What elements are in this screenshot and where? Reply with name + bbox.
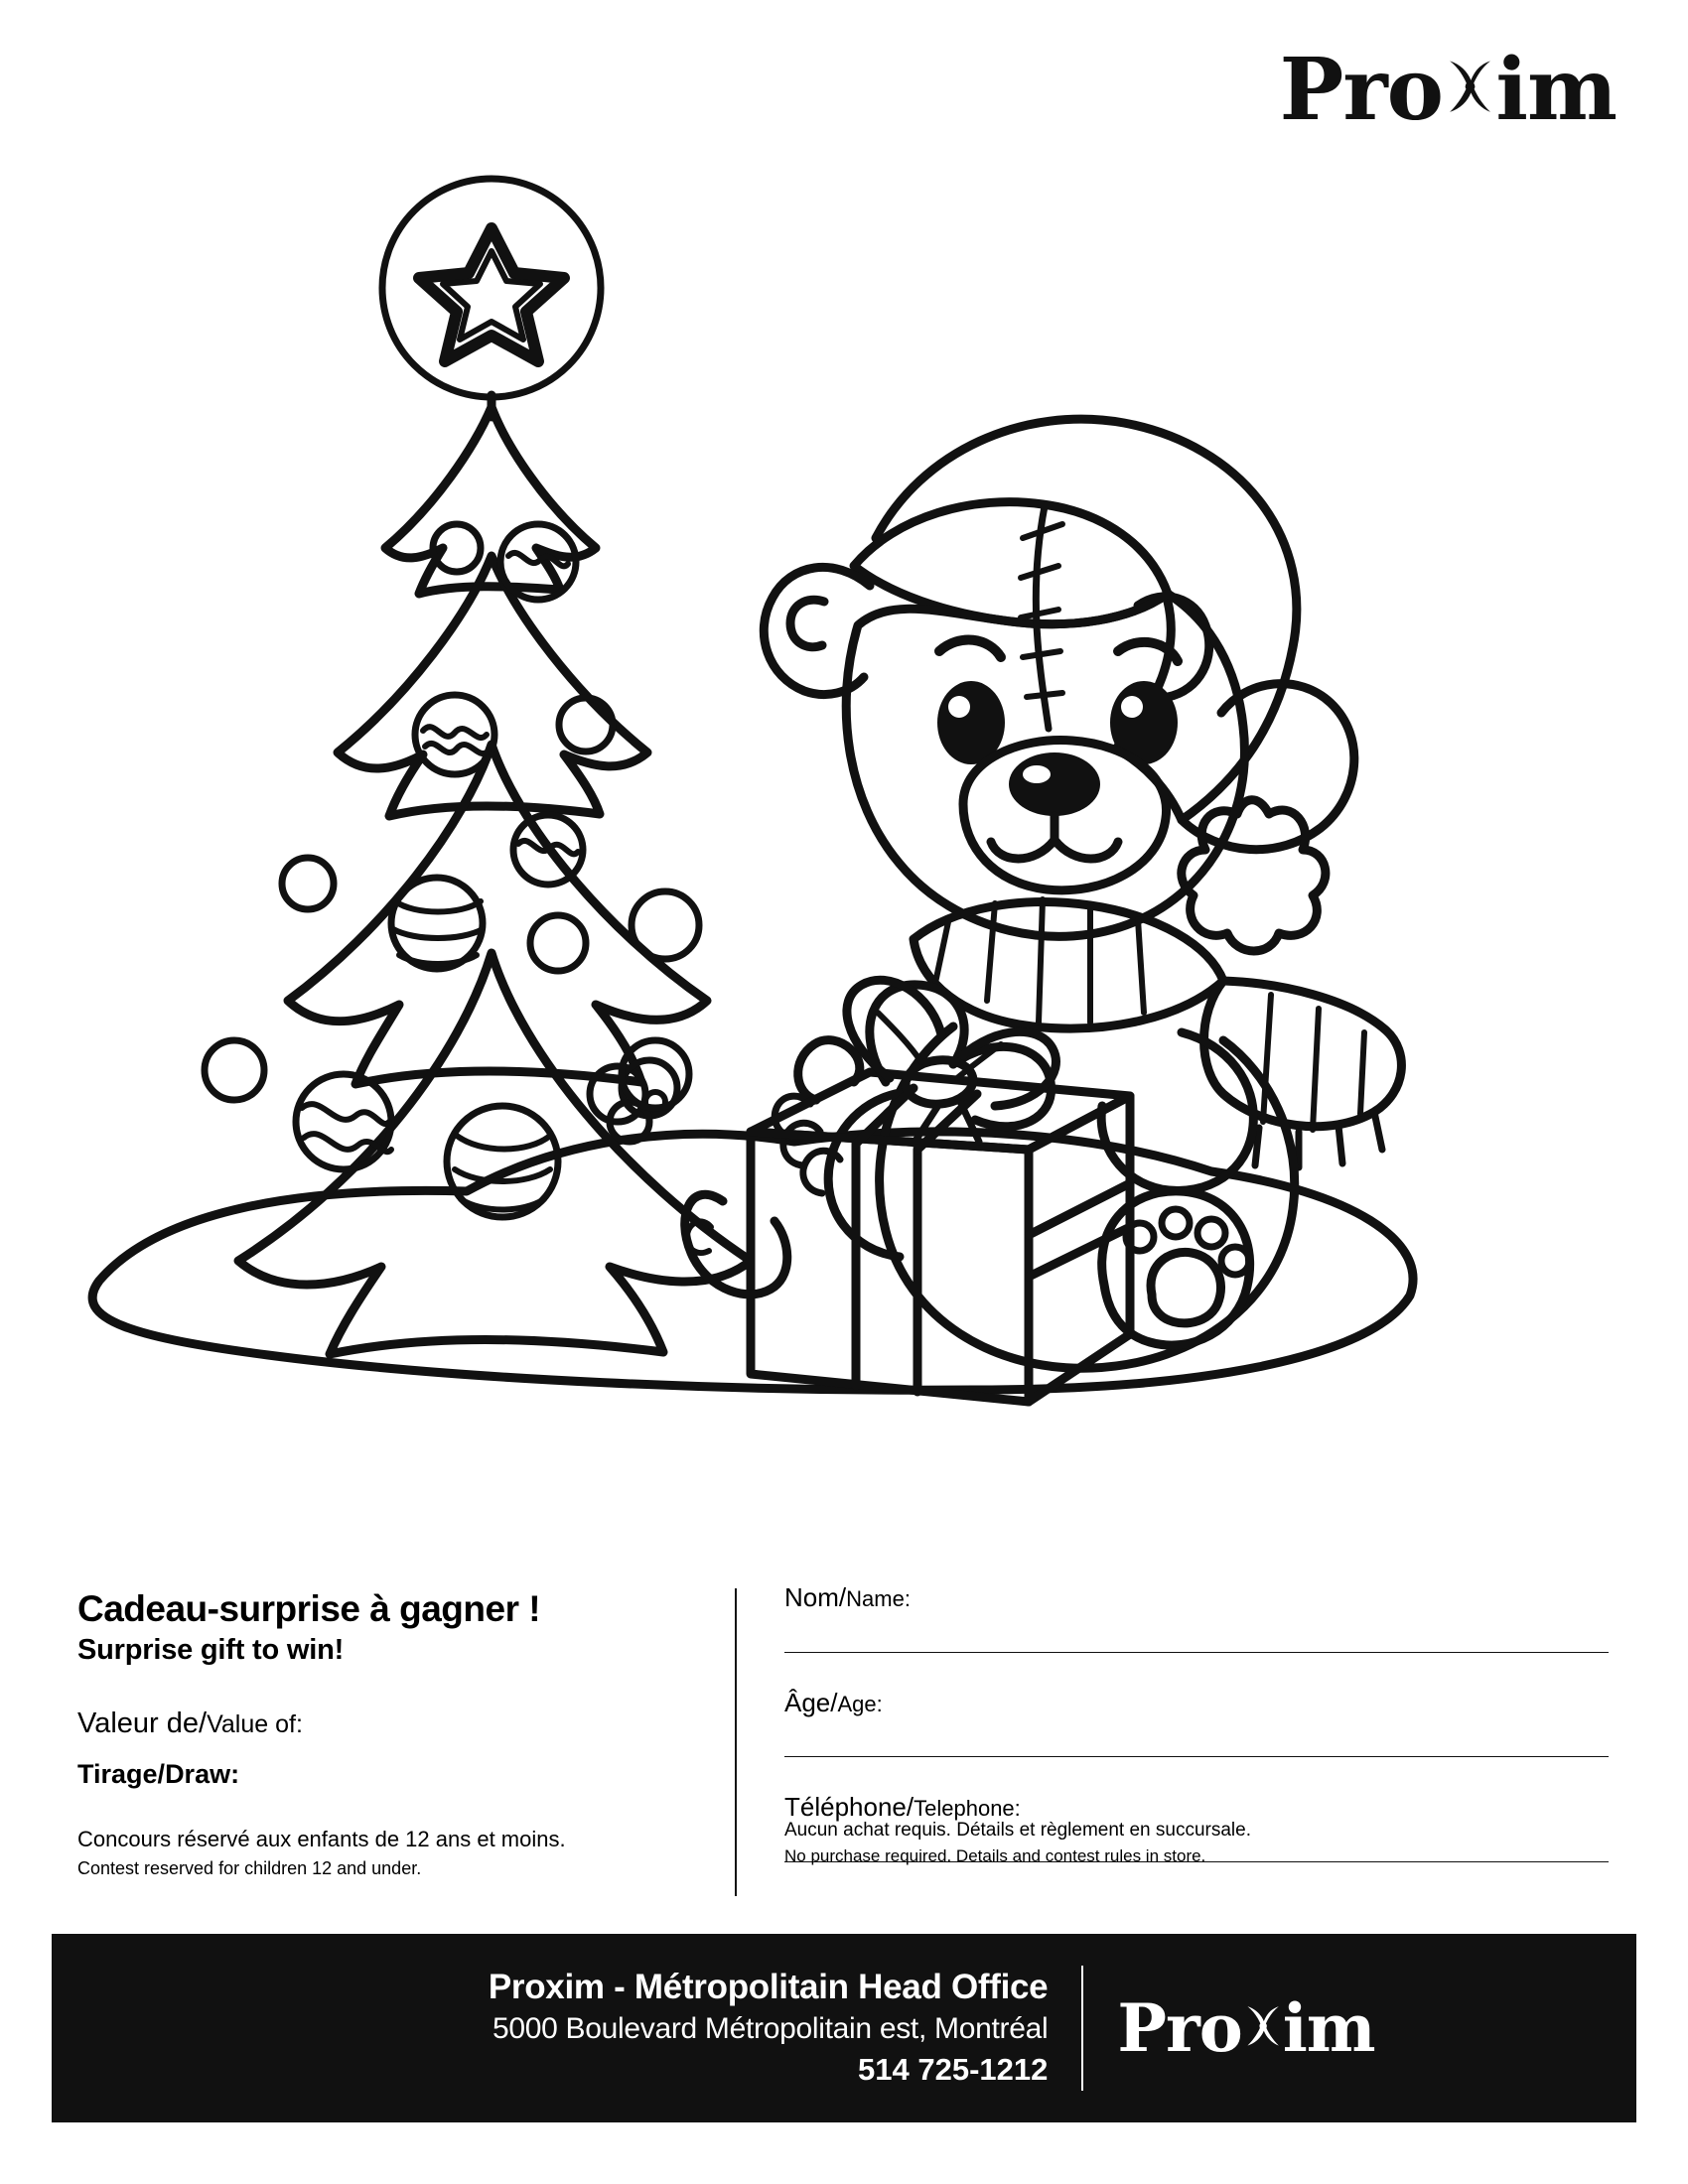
field-age-label-fr: Âge xyxy=(784,1687,831,1717)
logo-text-prefix: Pro xyxy=(1279,40,1444,140)
footer-bar xyxy=(52,1934,1636,2122)
draw-label-fr: Tirage xyxy=(77,1759,158,1790)
field-name-label-en: Name: xyxy=(846,1586,911,1611)
field-name xyxy=(784,1583,1609,1653)
proxim-logo-footer xyxy=(1117,1989,1375,2067)
logo-text-suffix: im xyxy=(1495,40,1617,140)
prize-value-label-en: Value of: xyxy=(207,1710,303,1739)
field-name-sep: / xyxy=(838,1582,847,1612)
prize-value-label-fr: Valeur de xyxy=(77,1707,199,1740)
contest-rules-fr: Concours réservé aux enfants de 12 ans et moins. xyxy=(77,1827,566,1852)
field-age-label-en: Age: xyxy=(837,1691,883,1716)
footer-store-info xyxy=(313,1966,1083,2090)
contest-info xyxy=(77,1588,733,1879)
disclaimer-en: No purchase required. Details and contest rules in store. xyxy=(784,1845,1206,1865)
contest-headline-en: Surprise gift to win! xyxy=(77,1633,345,1666)
footer-store-phone[interactable]: 514 725-1212 xyxy=(858,2052,1049,2088)
field-age xyxy=(784,1689,1609,1758)
age-input[interactable] xyxy=(784,1726,1609,1757)
disclaimer-fr: Aucun achat requis. Détails et règlement en succursale. xyxy=(784,1820,1251,1841)
legal-disclaimer xyxy=(784,1819,1599,1867)
footer-store-address xyxy=(313,2009,1048,2048)
field-age-label xyxy=(784,1689,1609,1717)
prize-value-label xyxy=(77,1706,733,1741)
footer-store-name: Proxim - Métropolitain Head Office xyxy=(488,1968,1049,2007)
column-divider xyxy=(735,1588,737,1896)
proxim-x-mark-icon xyxy=(1242,2002,1283,2051)
prize-value-sep: / xyxy=(199,1707,208,1740)
draw-label-en: Draw: xyxy=(165,1759,240,1790)
field-telephone-label xyxy=(784,1793,1609,1822)
draw-date-label xyxy=(77,1759,733,1790)
field-telephone-label-en: Telephone: xyxy=(914,1796,1021,1822)
field-name-label-fr: Nom xyxy=(784,1582,839,1612)
footer-address-street: 5000 Boulevard Métropolitain est, xyxy=(492,2012,926,2046)
christmas-coloring-illustration xyxy=(40,89,1529,1559)
contest-rules-en: Contest reserved for children 12 and under. xyxy=(77,1857,422,1878)
footer-logo-text-prefix: Pro xyxy=(1117,1989,1242,2067)
footer-logo-text-suffix: im xyxy=(1282,1989,1375,2067)
draw-sep: / xyxy=(157,1759,166,1790)
name-input[interactable] xyxy=(784,1622,1609,1653)
field-name-label xyxy=(784,1583,1609,1612)
field-telephone-sep: / xyxy=(906,1792,914,1823)
field-telephone-label-fr: Téléphone xyxy=(784,1792,907,1823)
field-age-sep: / xyxy=(830,1687,838,1717)
footer-address-city: Montréal xyxy=(934,2012,1049,2046)
contest-headline-fr: Cadeau-surprise à gagner ! xyxy=(77,1588,541,1629)
